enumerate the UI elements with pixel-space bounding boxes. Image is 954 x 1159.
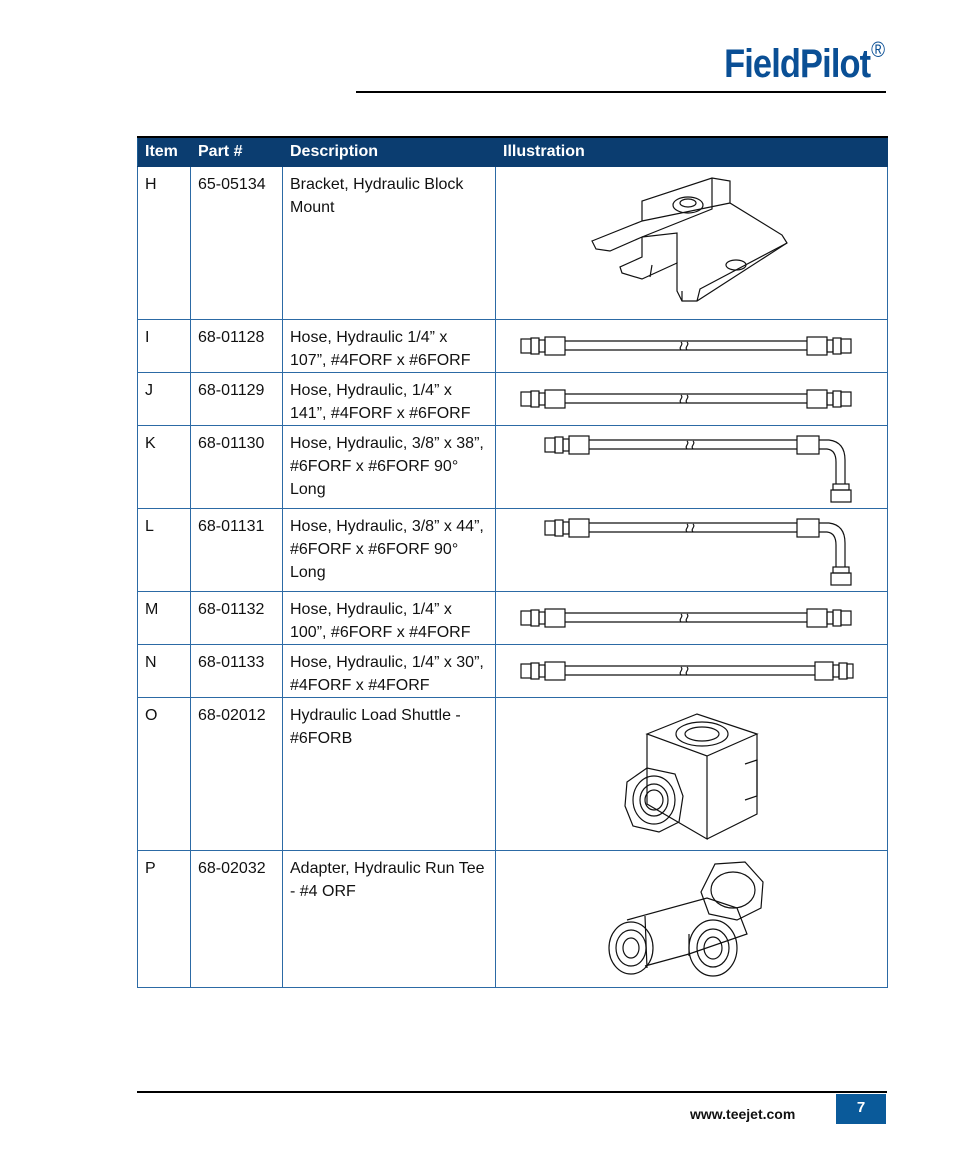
cell-item: P bbox=[138, 850, 191, 987]
hose-straight-illustration bbox=[517, 603, 867, 633]
cell-illustration bbox=[496, 319, 888, 372]
cell-illustration bbox=[496, 644, 888, 697]
cell-illustration bbox=[496, 372, 888, 425]
page-number: 7 bbox=[836, 1094, 886, 1124]
table-row bbox=[138, 697, 888, 850]
cell-item: J bbox=[138, 372, 191, 425]
hose-straight-illustration bbox=[517, 656, 867, 686]
table-row bbox=[138, 319, 888, 372]
col-header-item: Item bbox=[138, 137, 191, 166]
cell-part: 68-01130 bbox=[191, 425, 283, 508]
cell-illustration bbox=[496, 697, 888, 850]
cell-part: 68-01132 bbox=[191, 591, 283, 644]
cell-illustration bbox=[496, 508, 888, 591]
hose-elbow-illustration bbox=[527, 430, 857, 504]
table-header-row bbox=[138, 137, 888, 166]
cell-item: I bbox=[138, 319, 191, 372]
website-url[interactable]: www.teejet.com bbox=[690, 1106, 796, 1122]
cell-part: 68-01129 bbox=[191, 372, 283, 425]
cell-illustration bbox=[496, 850, 888, 987]
footer-rule bbox=[137, 1091, 887, 1093]
table-row bbox=[138, 850, 888, 987]
table-row bbox=[138, 591, 888, 644]
col-header-description: Description bbox=[283, 137, 496, 166]
parts-table bbox=[137, 136, 888, 988]
bracket-illustration bbox=[582, 173, 802, 313]
col-header-illustration: Illustration bbox=[496, 137, 888, 166]
tee-illustration bbox=[597, 856, 787, 982]
header-rule bbox=[356, 91, 886, 93]
table-row bbox=[138, 644, 888, 697]
fieldpilot-logo: FieldPilot® bbox=[723, 36, 884, 86]
hose-straight-illustration bbox=[517, 384, 867, 414]
cell-item: H bbox=[138, 166, 191, 319]
cell-part: 68-01131 bbox=[191, 508, 283, 591]
col-header-part: Part # bbox=[191, 137, 283, 166]
cell-illustration bbox=[496, 425, 888, 508]
cell-item: N bbox=[138, 644, 191, 697]
table-row bbox=[138, 508, 888, 591]
cell-description: Hose, Hydraulic, 3/8” x 44”, #6FORF x #6FORF 90° Long bbox=[283, 508, 496, 591]
cell-description: Hydraulic Load Shuttle - #6FORB bbox=[283, 697, 496, 850]
cell-item: L bbox=[138, 508, 191, 591]
hose-straight-illustration bbox=[517, 331, 867, 361]
cell-illustration bbox=[496, 166, 888, 319]
cell-part: 68-01133 bbox=[191, 644, 283, 697]
cell-description: Hose, Hydraulic, 1/4” x 100”, #6FORF x #4FORF bbox=[283, 591, 496, 644]
table-row bbox=[138, 425, 888, 508]
table-row bbox=[138, 166, 888, 319]
cell-part: 68-02012 bbox=[191, 697, 283, 850]
cell-description: Bracket, Hydraulic Block Mount bbox=[283, 166, 496, 319]
cell-item: K bbox=[138, 425, 191, 508]
cell-item: M bbox=[138, 591, 191, 644]
cell-description: Hose, Hydraulic, 1/4” x 30”, #4FORF x #4FORF bbox=[283, 644, 496, 697]
cell-description: Hose, Hydraulic 1/4” x 107”, #4FORF x #6FORF bbox=[283, 319, 496, 372]
cell-description: Hose, Hydraulic, 3/8” x 38”, #6FORF x #6FORF 90° Long bbox=[283, 425, 496, 508]
cell-item: O bbox=[138, 697, 191, 850]
cell-part: 68-01128 bbox=[191, 319, 283, 372]
shuttle-illustration bbox=[617, 704, 767, 844]
hose-elbow-illustration bbox=[527, 513, 857, 587]
cell-part: 68-02032 bbox=[191, 850, 283, 987]
cell-illustration bbox=[496, 591, 888, 644]
cell-part: 65-05134 bbox=[191, 166, 283, 319]
table-row bbox=[138, 372, 888, 425]
cell-description: Adapter, Hydraulic Run Tee - #4 ORF bbox=[283, 850, 496, 987]
cell-description: Hose, Hydraulic, 1/4” x 141”, #4FORF x #6FORF bbox=[283, 372, 496, 425]
